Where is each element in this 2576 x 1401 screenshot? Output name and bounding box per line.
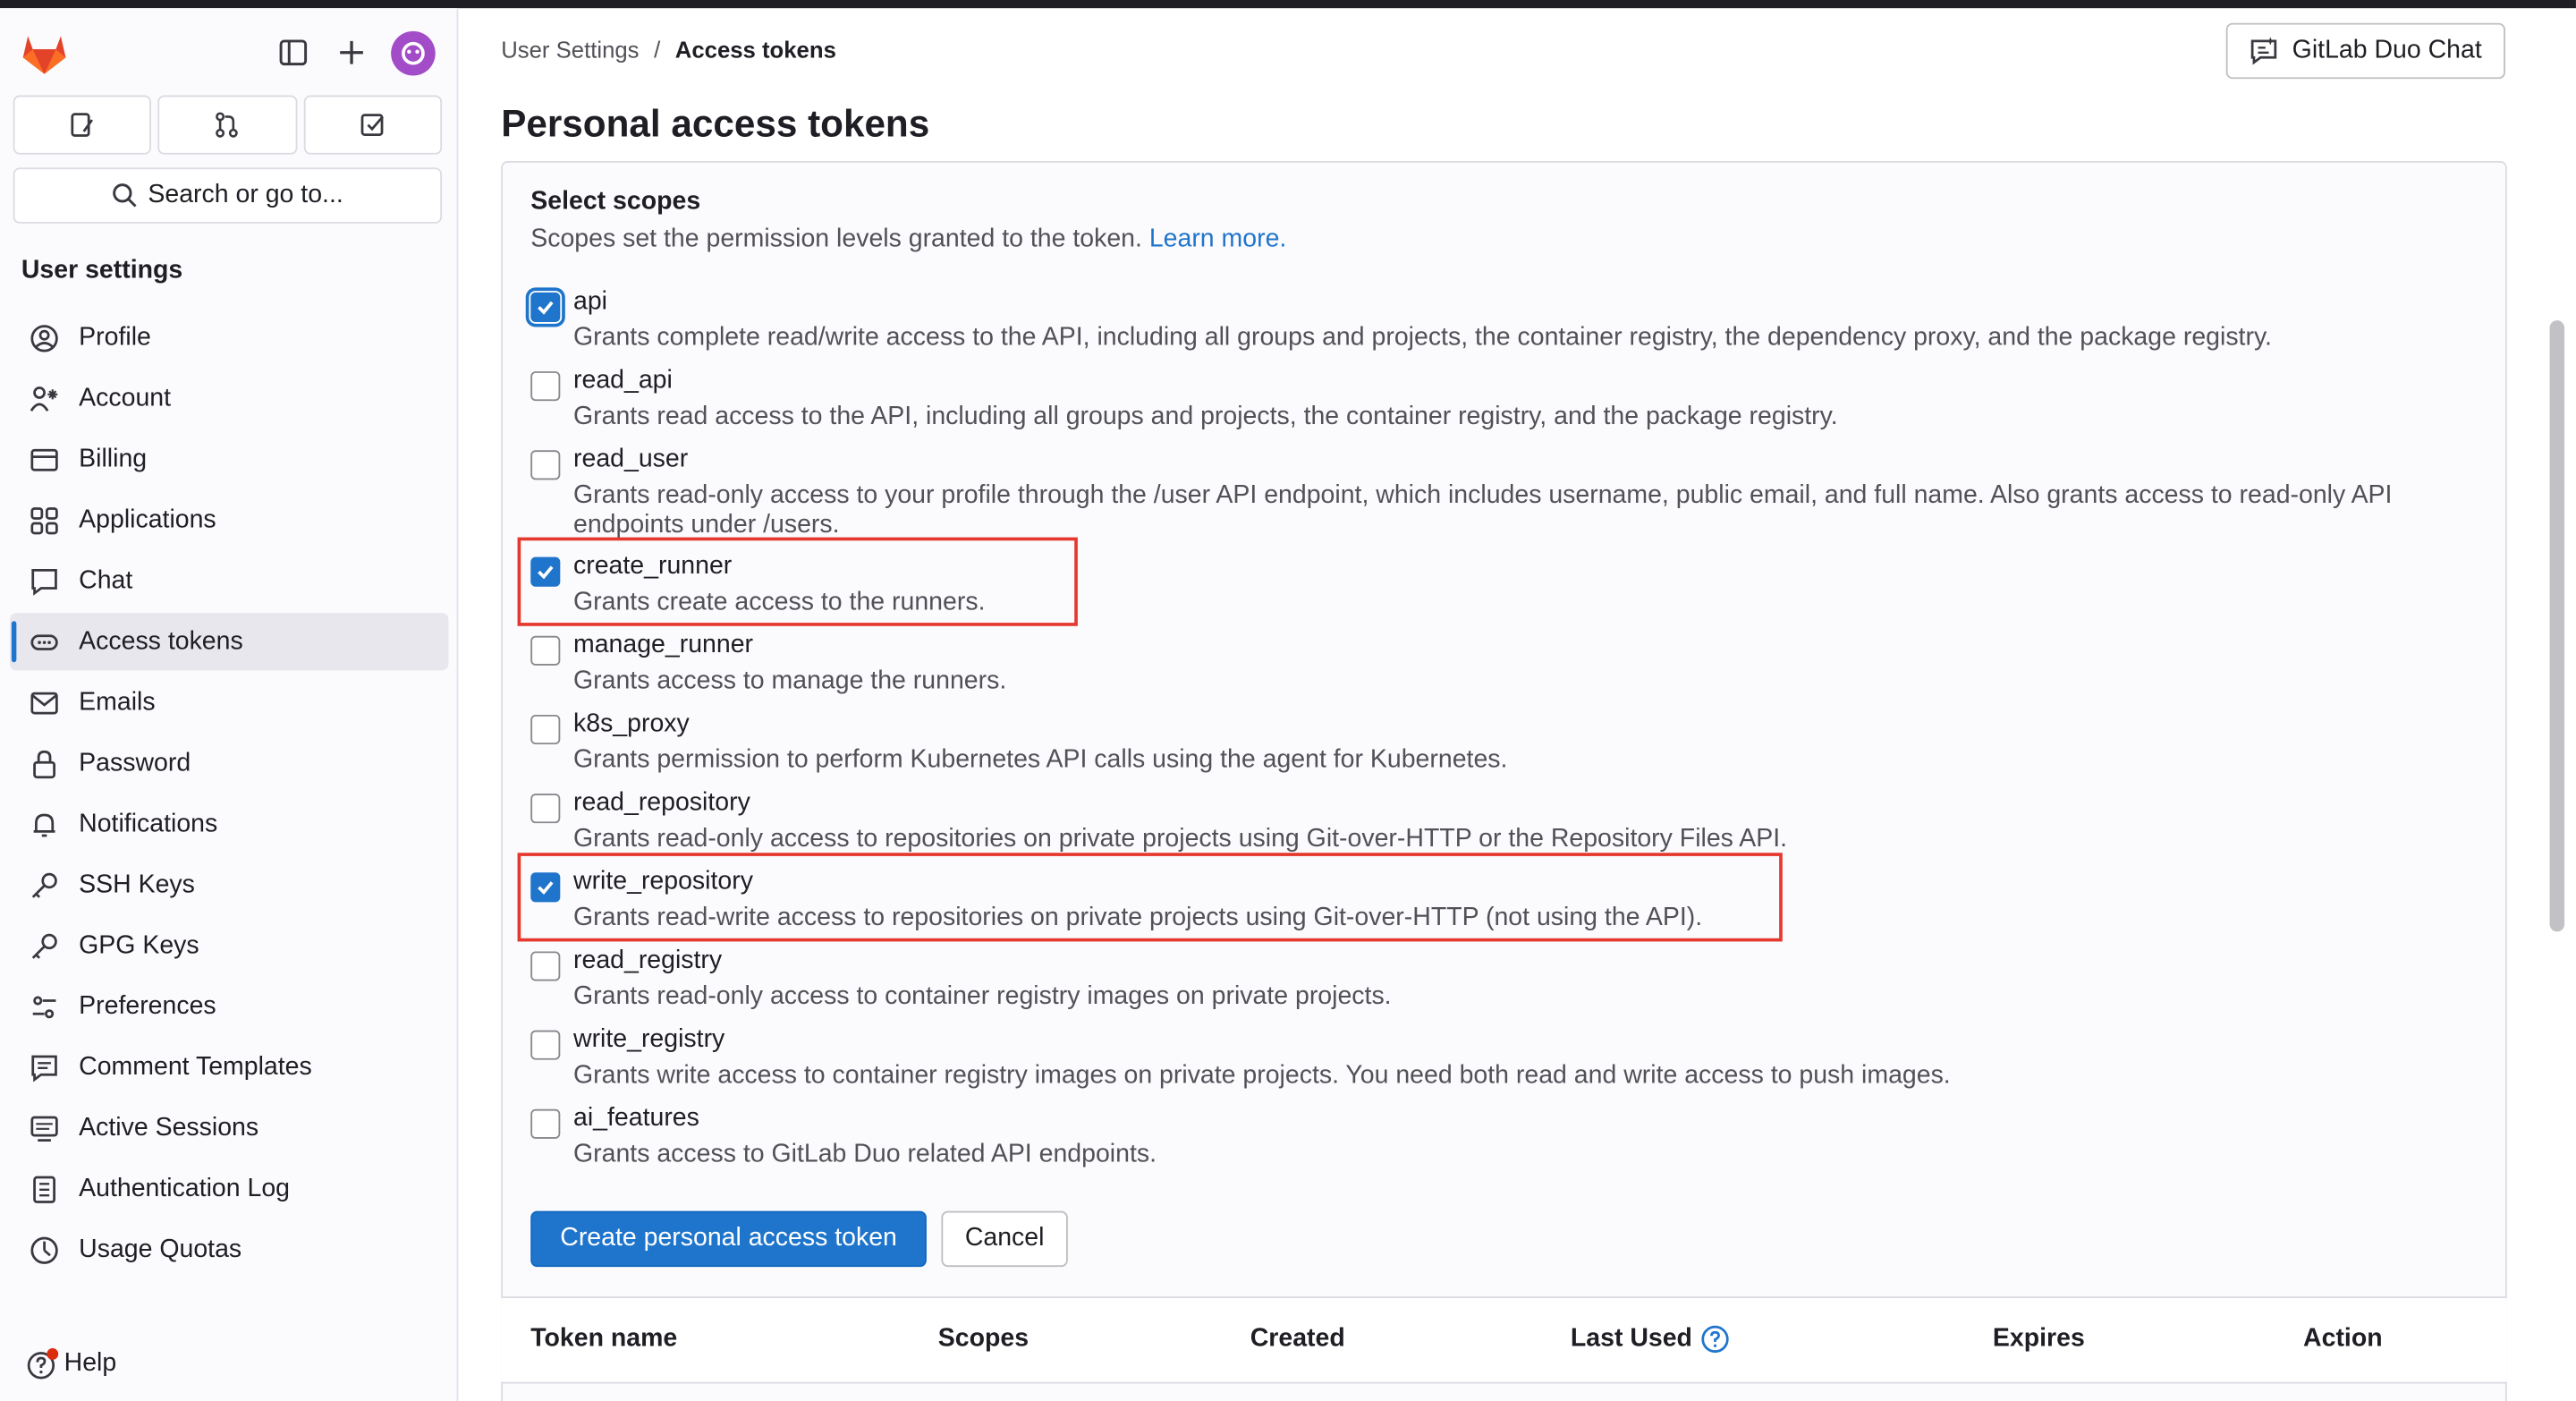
scope-checkbox-ai-features[interactable] (530, 1109, 560, 1139)
help-label: Help (64, 1348, 117, 1378)
scope-checkbox-read-registry[interactable] (530, 951, 560, 981)
column-header-label: Last Used (1570, 1324, 1692, 1353)
page-scrollbar[interactable] (2550, 320, 2565, 931)
sidebar-item-profile[interactable] (10, 309, 448, 366)
scope-checkbox-manage-runner[interactable] (530, 636, 560, 666)
scope-name: read_user (573, 445, 689, 473)
mail-icon (28, 687, 59, 718)
scopes-title: Select scopes (530, 187, 701, 216)
breadcrumb (501, 36, 836, 62)
scope-name: k8s_proxy (573, 709, 690, 738)
sidebar-item-chat[interactable] (10, 552, 448, 609)
issues-tab-button[interactable] (13, 96, 152, 155)
sidebar-item-account[interactable] (10, 369, 448, 427)
sidebar-item-label: Access tokens (79, 626, 243, 655)
sidebar-item-label: Preferences (79, 991, 216, 1020)
sidebar-item-label: Password (79, 748, 191, 777)
sidebar-item-notifications[interactable] (10, 795, 448, 853)
issues-icon (69, 112, 95, 138)
search-button[interactable] (13, 167, 442, 223)
column-header-label: Token name (530, 1324, 678, 1353)
scope-checkbox-write-registry[interactable] (530, 1031, 560, 1060)
scopes-description-text: Scopes set the permission levels granted to the token. (530, 225, 1142, 253)
sidebar-item-label: GPG Keys (79, 930, 199, 959)
scope-description: Grants read-only access to container registry images on private projects. (573, 982, 1392, 1011)
sidebar-heading: User settings (21, 256, 183, 284)
sidebar-item-billing[interactable] (10, 430, 448, 488)
column-header-label: Expires (1992, 1324, 2085, 1353)
sidebar-item-label: Billing (79, 444, 148, 473)
question-icon[interactable] (1700, 1324, 1730, 1354)
sidebar-item-password[interactable] (10, 734, 448, 792)
duo-chat-icon (2250, 36, 2279, 65)
column-header-action (2303, 1324, 2383, 1354)
gitlab-logo-icon[interactable] (20, 30, 69, 75)
search-label: Search or go to... (148, 181, 343, 209)
scope-checkbox-read-repository[interactable] (530, 794, 560, 823)
sidebar-item-label: Chat (79, 565, 133, 594)
sidebar-item-active-sessions[interactable] (10, 1100, 448, 1157)
key-icon (28, 930, 59, 962)
column-header-expires (1993, 1324, 2085, 1354)
column-header-label: Action (2303, 1324, 2383, 1353)
quota-icon (28, 1234, 59, 1265)
help-icon (26, 1347, 59, 1380)
scope-description: Grants read access to the API, including all groups and projects, the container registry, and the package registry. (573, 402, 1838, 431)
user-avatar[interactable] (391, 31, 436, 76)
sidebar-item-label: Account (79, 383, 172, 412)
todos-tab-button[interactable] (303, 96, 442, 155)
account-icon (28, 383, 59, 414)
search-icon (112, 183, 138, 208)
help-button[interactable] (26, 1347, 116, 1380)
scope-name: read_registry (573, 946, 723, 975)
applications-icon (28, 505, 59, 536)
window-top-bar (0, 0, 2576, 8)
column-header-created (1250, 1324, 1345, 1354)
scope-checkbox-api[interactable] (530, 293, 560, 322)
bell-icon (28, 809, 59, 840)
scope-name: read_repository (573, 788, 750, 817)
toggle-sidebar-icon[interactable] (275, 35, 310, 71)
todo-icon (360, 112, 386, 138)
log-icon (28, 1173, 59, 1204)
merge-request-icon (215, 112, 241, 138)
scope-description: Grants create access to the runners. (573, 588, 986, 616)
billing-icon (28, 444, 59, 475)
sidebar-item-emails[interactable] (10, 674, 448, 731)
sidebar-item-usage-quotas[interactable] (10, 1221, 448, 1278)
preferences-icon (28, 991, 59, 1023)
duo-chat-label: GitLab Duo Chat (2292, 36, 2482, 64)
sidebar-item-label: Profile (79, 322, 151, 352)
scope-name: create_runner (573, 552, 733, 581)
scope-description: Grants read-only access to your profile through the /user API endpoint, which includes username, public email, and full name. Also grants access to read-only API endpoints under /users. (573, 481, 2393, 539)
scope-description: Grants complete read/write access to the API, including all groups and projects, the container registry, the dependency proxy, and the package registry. (573, 323, 2272, 352)
scope-description: Grants write access to container registry images on private projects. You need both read and write access to push images. (573, 1061, 1951, 1090)
sidebar-item-gpg-keys[interactable] (10, 917, 448, 974)
column-header-scopes (938, 1324, 1029, 1354)
sidebar-item-label: Applications (79, 505, 216, 534)
merge-requests-tab-button[interactable] (158, 96, 297, 155)
scope-name: read_api (573, 366, 673, 395)
sidebar-item-label: Emails (79, 687, 156, 716)
tokens-table-header (501, 1296, 2507, 1383)
scope-description: Grants permission to perform Kubernetes API calls using the agent for Kubernetes. (573, 745, 1508, 775)
column-header-last-used (1571, 1324, 1730, 1354)
column-header-label: Scopes (937, 1324, 1030, 1353)
scope-name: write_registry (573, 1025, 725, 1054)
sidebar-item-label: Notifications (79, 809, 218, 837)
learn-more-link[interactable]: Learn more. (1148, 225, 1287, 253)
chat-icon (28, 565, 59, 597)
scope-description: Grants read-only access to repositories on private projects using Git-over-HTTP or the Repository Files API. (573, 825, 1788, 853)
create-token-button[interactable]: Create personal access token (530, 1211, 927, 1267)
scope-name: ai_features (573, 1104, 699, 1133)
sidebar-item-label: Active Sessions (79, 1113, 259, 1142)
comment-icon (28, 1051, 59, 1083)
gitlab-duo-chat-button[interactable] (2226, 23, 2505, 79)
monitor-icon (28, 1112, 59, 1143)
sidebar-item-ssh-keys[interactable] (10, 856, 448, 913)
scope-description: Grants access to manage the runners. (573, 667, 1007, 695)
scope-checkbox-read-user[interactable] (530, 450, 560, 480)
sidebar-item-label: Usage Quotas (79, 1235, 242, 1263)
scope-name: write_repository (573, 867, 753, 896)
sidebar-item-comment-templates[interactable] (10, 1039, 448, 1096)
sidebar (0, 8, 458, 1401)
sidebar-item-label: SSH Keys (79, 870, 195, 898)
highlight-box-create-runner (518, 538, 1078, 626)
sidebar-item-preferences[interactable] (10, 978, 448, 1035)
scope-name: api (573, 287, 608, 316)
column-header-token-name (530, 1324, 677, 1354)
sidebar-item-authentication-log[interactable] (10, 1160, 448, 1218)
lock-icon (28, 748, 59, 779)
create-new-icon[interactable] (334, 35, 369, 71)
scope-description: Grants read-write access to repositories on private projects using Git-over-HTTP (not using the API). (573, 904, 1703, 932)
scope-checkbox-k8s-proxy[interactable] (530, 715, 560, 744)
scopes-description (530, 225, 1286, 255)
profile-icon (28, 322, 59, 353)
token-icon (28, 626, 59, 658)
column-header-label: Created (1250, 1324, 1345, 1353)
scope-name: manage_runner (573, 631, 754, 659)
sidebar-item-label: Authentication Log (79, 1174, 291, 1202)
breadcrumb-item-access-tokens[interactable]: Access tokens (674, 36, 836, 63)
key-icon (28, 870, 59, 901)
cancel-button[interactable]: Cancel (941, 1211, 1067, 1267)
sidebar-item-applications[interactable] (10, 491, 448, 548)
settings-nav (10, 309, 448, 1281)
highlight-box-write-repository (518, 853, 1783, 941)
page-title: Personal access tokens (501, 101, 930, 145)
sidebar-quick-tabs (13, 96, 442, 155)
sidebar-item-access-tokens[interactable] (10, 613, 448, 670)
scope-description: Grants access to GitLab Duo related API endpoints. (573, 1140, 1157, 1168)
breadcrumb-separator: / (654, 36, 661, 63)
scope-checkbox-read-api[interactable] (530, 371, 560, 401)
sidebar-item-label: Comment Templates (79, 1052, 312, 1081)
breadcrumb-item-user-settings[interactable]: User Settings (501, 36, 640, 63)
